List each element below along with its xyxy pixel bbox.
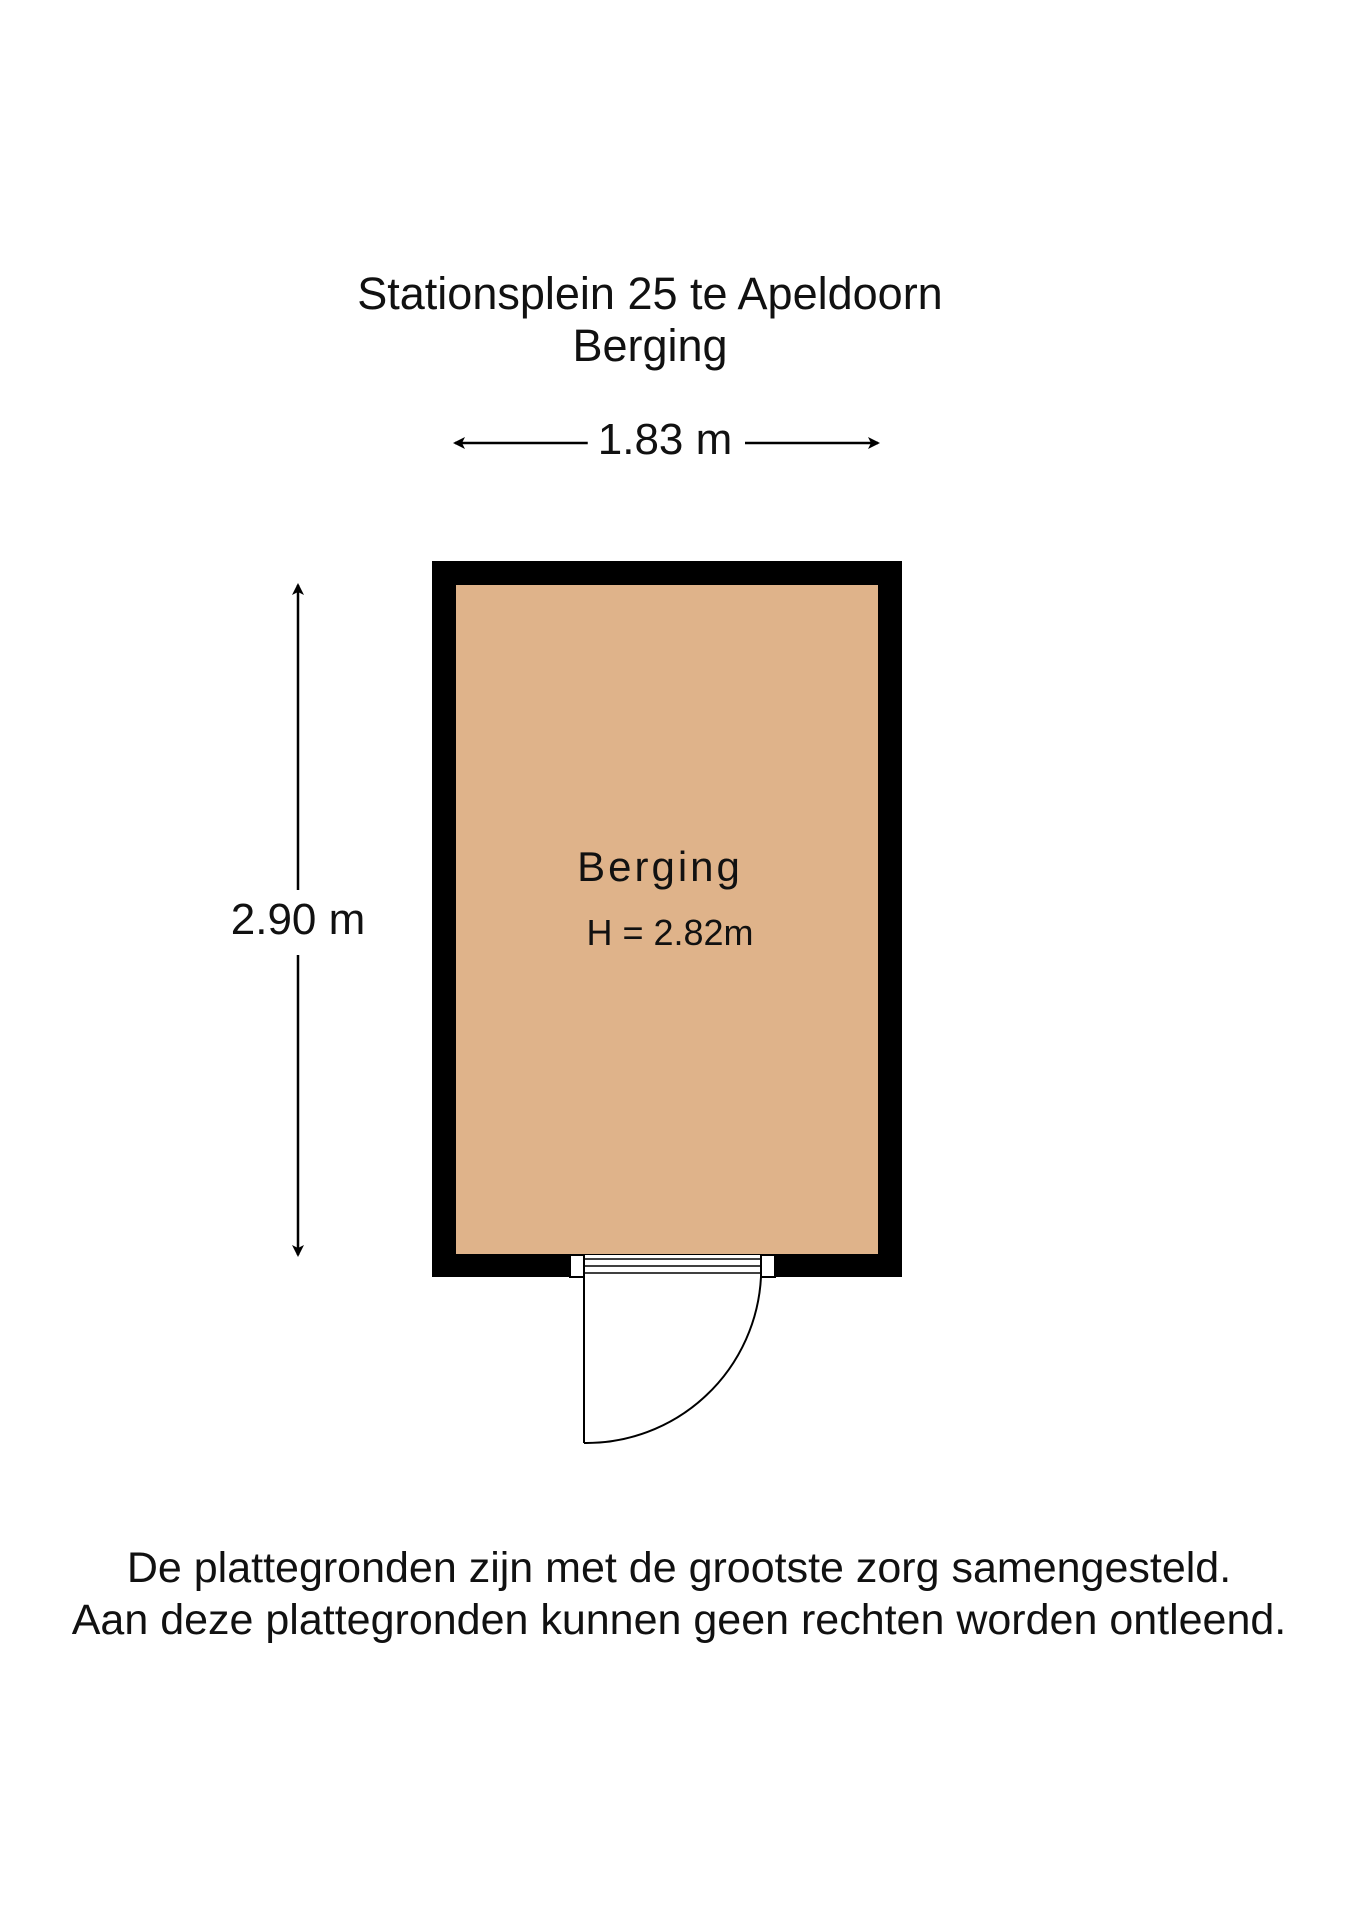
door-jamb-right: [761, 1255, 775, 1277]
floor-subtitle: Berging: [572, 320, 728, 371]
disclaimer: [0, 1542, 1358, 1646]
width-dimension-label: 1.83 m: [588, 415, 743, 465]
room-ceiling-height: H = 2.82m: [586, 912, 754, 953]
door-jamb-left: [570, 1255, 584, 1277]
disclaimer-line-2: Aan deze plattegronden kunnen geen rechten worden ontleend.: [71, 1596, 1287, 1644]
address-title: Stationsplein 25 te Apeldoorn: [357, 268, 943, 319]
door: [570, 1255, 775, 1443]
door-swing-arc: [584, 1277, 761, 1443]
disclaimer-line-1: De plattegronden zijn met de grootste zorg samengesteld.: [126, 1544, 1232, 1592]
room-name: Berging: [577, 843, 743, 890]
height-dimension-label: 2.90 m: [221, 895, 376, 945]
